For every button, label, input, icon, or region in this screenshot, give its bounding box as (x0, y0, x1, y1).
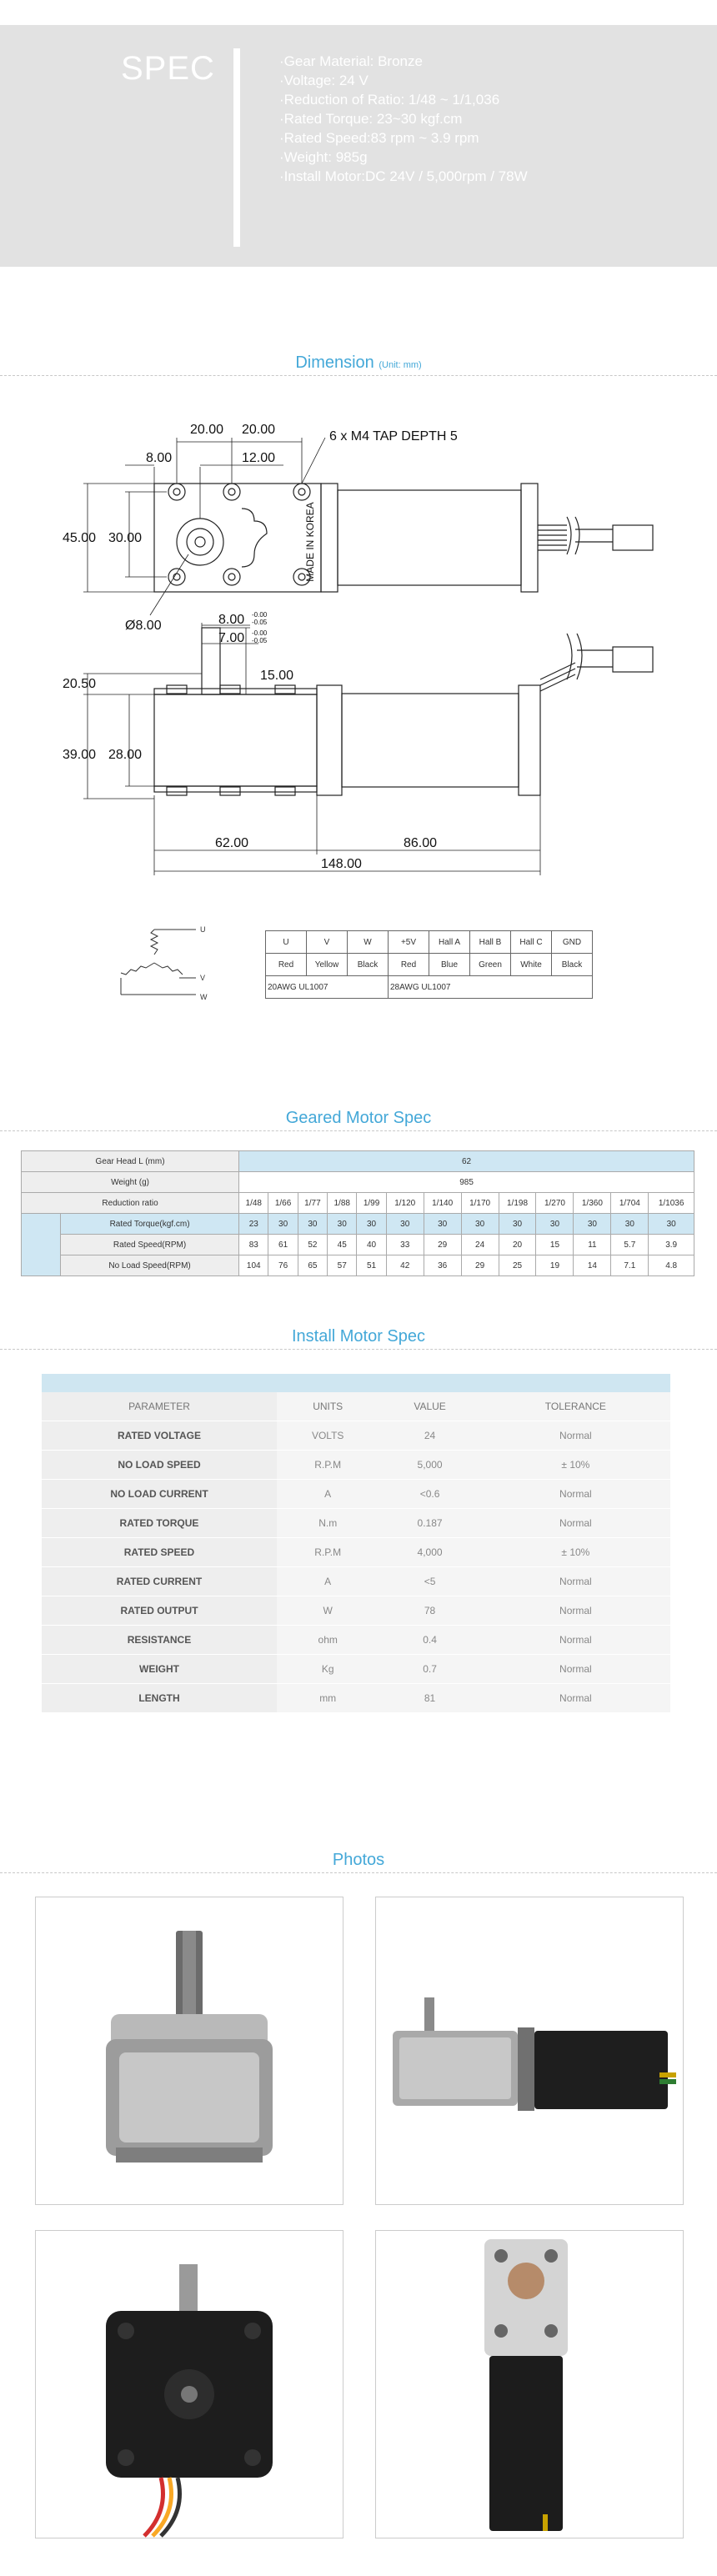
table-cell: A (277, 1567, 379, 1596)
dim-label: 148.00 (321, 857, 362, 871)
table-cell: Kg (277, 1655, 379, 1684)
dimension-title: Dimension (295, 353, 374, 372)
table-cell: 5,000 (379, 1451, 480, 1480)
install-motor-table (42, 1392, 670, 1713)
table-row (22, 1193, 694, 1214)
table-cell: Normal (481, 1684, 670, 1713)
dim-label: 28.00 (108, 748, 143, 762)
geared-motor-heading: Geared Motor Spec (285, 1109, 432, 1127)
output-boss (177, 519, 223, 565)
table-cell: 4.8 (649, 1255, 694, 1276)
table-cell: Normal (481, 1421, 670, 1451)
table-cell: 78 (379, 1596, 480, 1626)
table-cell: Weight (g) (22, 1172, 239, 1193)
table-cell: Rated Torque(kgf.cm) (61, 1214, 239, 1235)
dim-label: 15.00 (260, 669, 294, 683)
table-cell: ± 10% (481, 1451, 670, 1480)
table-cell: 20 (499, 1235, 536, 1255)
table-cell: NO LOAD SPEED (42, 1451, 277, 1480)
tolerance-label: -0.00 (252, 629, 268, 637)
table-cell: Red (389, 954, 429, 976)
table-cell: 30 (268, 1214, 298, 1235)
table-header: TOLERANCE (481, 1392, 670, 1421)
motor-top-photo (376, 2231, 683, 2538)
table-cell: 51 (357, 1255, 386, 1276)
table-cell: 11 (574, 1235, 611, 1255)
spec-divider (233, 48, 240, 247)
table-cell: Reduction ratio (22, 1193, 239, 1214)
table-cell: 33 (386, 1235, 424, 1255)
table-cell: 52 (298, 1235, 327, 1255)
wire-color-table (265, 930, 593, 999)
table-cell: RATED TORQUE (42, 1509, 277, 1538)
table-cell: Black (552, 954, 593, 976)
table-cell: ohm (277, 1626, 379, 1655)
table-cell: White (511, 954, 552, 976)
table-cell: 20AWG UL1007 (266, 976, 389, 999)
dimension-drawing (0, 392, 717, 892)
table-cell: 15 (536, 1235, 574, 1255)
table-row (266, 954, 593, 976)
dim-label: 62.00 (215, 836, 249, 850)
spec-item: ·Gear Material: Bronze (279, 53, 423, 69)
table-cell: R.P.M (277, 1451, 379, 1480)
table-cell: 36 (424, 1255, 461, 1276)
product-photo (35, 1897, 343, 2205)
table-row (266, 931, 593, 954)
table-cell: VOLTS (277, 1421, 379, 1451)
table-cell: W (348, 931, 389, 954)
dim-label: 86.00 (404, 836, 438, 850)
table-row (42, 1421, 670, 1451)
connector-top (613, 525, 653, 550)
dim-label: 8.00 (146, 451, 173, 465)
dim-label: 6 x M4 TAP DEPTH 5 (329, 429, 458, 444)
table-cell: 24 (379, 1421, 480, 1451)
divider (0, 375, 717, 376)
table-cell: 985 (239, 1172, 694, 1193)
table-cell: 30 (424, 1214, 461, 1235)
spec-item: ·Install Motor:DC 24V / 5,000rpm / 78W (279, 168, 528, 184)
spec-item: ·Weight: 985g (279, 149, 368, 165)
table-cell: Black (348, 954, 389, 976)
table-cell: 5.7 (611, 1235, 649, 1255)
table-cell: 81 (379, 1684, 480, 1713)
table-cell: Blue (429, 954, 470, 976)
spec-list (279, 52, 528, 186)
table-row (22, 1235, 694, 1255)
table-cell: 30 (536, 1214, 574, 1235)
table-cell: 30 (499, 1214, 536, 1235)
spec-item: ·Rated Speed:83 rpm ~ 3.9 rpm (279, 130, 479, 146)
table-cell: 1/120 (386, 1193, 424, 1214)
table-row (42, 1451, 670, 1480)
table-cell: 0.7 (379, 1655, 480, 1684)
photos-heading: Photos (332, 1851, 385, 1869)
mount-hole (168, 484, 185, 500)
product-photo (35, 2230, 343, 2538)
table-cell: 25 (499, 1255, 536, 1276)
table-caption-bar (42, 1374, 670, 1392)
table-cell: 1/140 (424, 1193, 461, 1214)
motor-rear-photo (36, 2231, 343, 2538)
dimension-heading (0, 353, 717, 373)
table-cell: mm (277, 1684, 379, 1713)
table-cell: Normal (481, 1655, 670, 1684)
table-row (42, 1480, 670, 1509)
winding-v-label: V (200, 974, 206, 982)
spec-item: ·Voltage: 24 V (279, 73, 369, 88)
winding-diagram (108, 921, 217, 1005)
winding-u-label: U (200, 925, 206, 934)
table-cell: 30 (298, 1214, 327, 1235)
table-cell: RATED CURRENT (42, 1567, 277, 1596)
table-cell: 0.187 (379, 1509, 480, 1538)
table-cell: 1/48 (239, 1193, 268, 1214)
table-cell: 83 (239, 1235, 268, 1255)
divider (0, 1872, 717, 1873)
table-cell: 30 (574, 1214, 611, 1235)
table-cell: 1/198 (499, 1193, 536, 1214)
table-cell: 24 (461, 1235, 499, 1255)
spec-item: ·Rated Torque: 23~30 kgf.cm (279, 111, 463, 127)
table-cell: N.m (277, 1509, 379, 1538)
table-cell: GND (552, 931, 593, 954)
spec-title: SPEC (121, 50, 215, 87)
table-cell: +5V (389, 931, 429, 954)
dim-label: 8.00 (218, 613, 245, 627)
table-cell: 4,000 (379, 1538, 480, 1567)
spec-item: ·Reduction of Ratio: 1/48 ~ 1/1,036 (279, 92, 500, 108)
table-cell: Hall B (470, 931, 511, 954)
table-cell: 65 (298, 1255, 327, 1276)
install-motor-heading: Install Motor Spec (291, 1327, 426, 1346)
dim-label: 7.00 (218, 631, 245, 645)
table-cell: Normal (481, 1509, 670, 1538)
table-row (22, 1151, 694, 1172)
table-cell: 42 (386, 1255, 424, 1276)
table-side-cell (22, 1214, 61, 1276)
table-cell: RATED VOLTAGE (42, 1421, 277, 1451)
table-cell: No Load Speed(RPM) (61, 1255, 239, 1276)
table-cell: 3.9 (649, 1235, 694, 1255)
table-cell: 1/1036 (649, 1193, 694, 1214)
table-cell: 1/360 (574, 1193, 611, 1214)
product-photo (375, 1897, 684, 2205)
divider (0, 1349, 717, 1350)
dim-label: 30.00 (108, 531, 143, 545)
tolerance-label: -0.05 (252, 619, 268, 626)
table-row (42, 1626, 670, 1655)
dim-label: 20.50 (63, 677, 97, 691)
motor-body-top (338, 490, 521, 585)
table-row (22, 1172, 694, 1193)
table-cell: <0.6 (379, 1480, 480, 1509)
table-cell: 30 (611, 1214, 649, 1235)
table-cell: 19 (536, 1255, 574, 1276)
dim-label: 39.00 (63, 748, 97, 762)
table-row (22, 1214, 694, 1235)
table-cell: U (266, 931, 307, 954)
table-cell: 1/170 (461, 1193, 499, 1214)
table-cell: W (277, 1596, 379, 1626)
dim-label: 20.00 (190, 423, 224, 437)
gearbox-side (154, 694, 317, 786)
product-photo (375, 2230, 684, 2538)
table-cell: LENGTH (42, 1684, 277, 1713)
table-cell: 40 (357, 1235, 386, 1255)
table-cell: 57 (328, 1255, 357, 1276)
table-cell: V (307, 931, 348, 954)
table-cell: RATED SPEED (42, 1538, 277, 1567)
table-cell: R.P.M (277, 1538, 379, 1567)
gearbox-front-photo (36, 1897, 343, 2204)
table-row (266, 976, 593, 999)
dim-label: Ø8.00 (125, 619, 162, 633)
divider (0, 1130, 717, 1131)
table-row (42, 1509, 670, 1538)
table-cell: 30 (461, 1214, 499, 1235)
table-cell: NO LOAD CURRENT (42, 1480, 277, 1509)
table-cell: Rated Speed(RPM) (61, 1235, 239, 1255)
table-cell: 28AWG UL1007 (389, 976, 593, 999)
table-cell: ± 10% (481, 1538, 670, 1567)
table-header: UNITS (277, 1392, 379, 1421)
table-cell: 62 (239, 1151, 694, 1172)
tolerance-label: -0.00 (252, 611, 268, 619)
motor-side-photo (376, 1897, 683, 2204)
table-cell: 30 (357, 1214, 386, 1235)
table-cell: 76 (268, 1255, 298, 1276)
table-header-row (42, 1392, 670, 1421)
table-cell: 1/99 (357, 1193, 386, 1214)
table-cell: 0.4 (379, 1626, 480, 1655)
mount-hole (223, 484, 240, 500)
table-cell: <5 (379, 1567, 480, 1596)
dim-label: 45.00 (63, 531, 97, 545)
table-cell: A (277, 1480, 379, 1509)
table-cell: RATED OUTPUT (42, 1596, 277, 1626)
table-cell: 1/88 (328, 1193, 357, 1214)
table-cell: 30 (649, 1214, 694, 1235)
table-cell: 29 (461, 1255, 499, 1276)
table-row (42, 1655, 670, 1684)
table-row (42, 1567, 670, 1596)
table-cell: 14 (574, 1255, 611, 1276)
table-cell: Normal (481, 1626, 670, 1655)
mount-hole (293, 484, 310, 500)
table-cell: Hall C (511, 931, 552, 954)
table-cell: Normal (481, 1567, 670, 1596)
table-row (42, 1538, 670, 1567)
dimension-unit: (Unit: mm) (379, 360, 422, 370)
table-cell: 30 (328, 1214, 357, 1235)
winding-w-label: W (200, 993, 208, 1001)
table-cell: Hall A (429, 931, 470, 954)
table-cell: 45 (328, 1235, 357, 1255)
tolerance-label: -0.05 (252, 637, 268, 644)
table-cell: 7.1 (611, 1255, 649, 1276)
table-cell: 1/77 (298, 1193, 327, 1214)
connector-side (613, 647, 653, 672)
table-cell: 1/704 (611, 1193, 649, 1214)
table-row (42, 1596, 670, 1626)
table-cell: Normal (481, 1480, 670, 1509)
table-cell: Yellow (307, 954, 348, 976)
geared-motor-table (21, 1150, 694, 1276)
table-cell: 104 (239, 1255, 268, 1276)
table-cell: WEIGHT (42, 1655, 277, 1684)
table-cell: 29 (424, 1235, 461, 1255)
table-row (22, 1255, 694, 1276)
table-cell: Green (470, 954, 511, 976)
output-shaft (202, 628, 220, 694)
table-cell: Gear Head L (mm) (22, 1151, 239, 1172)
table-cell: RESISTANCE (42, 1626, 277, 1655)
dim-label: 12.00 (242, 451, 276, 465)
dim-label: 20.00 (242, 423, 276, 437)
mount-hole (223, 569, 240, 585)
table-cell: 1/66 (268, 1193, 298, 1214)
table-cell: 1/270 (536, 1193, 574, 1214)
motor-body-side (342, 694, 519, 787)
table-header: PARAMETER (42, 1392, 277, 1421)
table-header: VALUE (379, 1392, 480, 1421)
made-in-korea-label: MADE IN KOREA (304, 502, 316, 582)
table-cell: 61 (268, 1235, 298, 1255)
table-cell: Red (266, 954, 307, 976)
table-cell: 30 (386, 1214, 424, 1235)
table-cell: 23 (239, 1214, 268, 1235)
table-row (42, 1684, 670, 1713)
table-cell: Normal (481, 1596, 670, 1626)
install-motor-spec (42, 1374, 670, 1713)
